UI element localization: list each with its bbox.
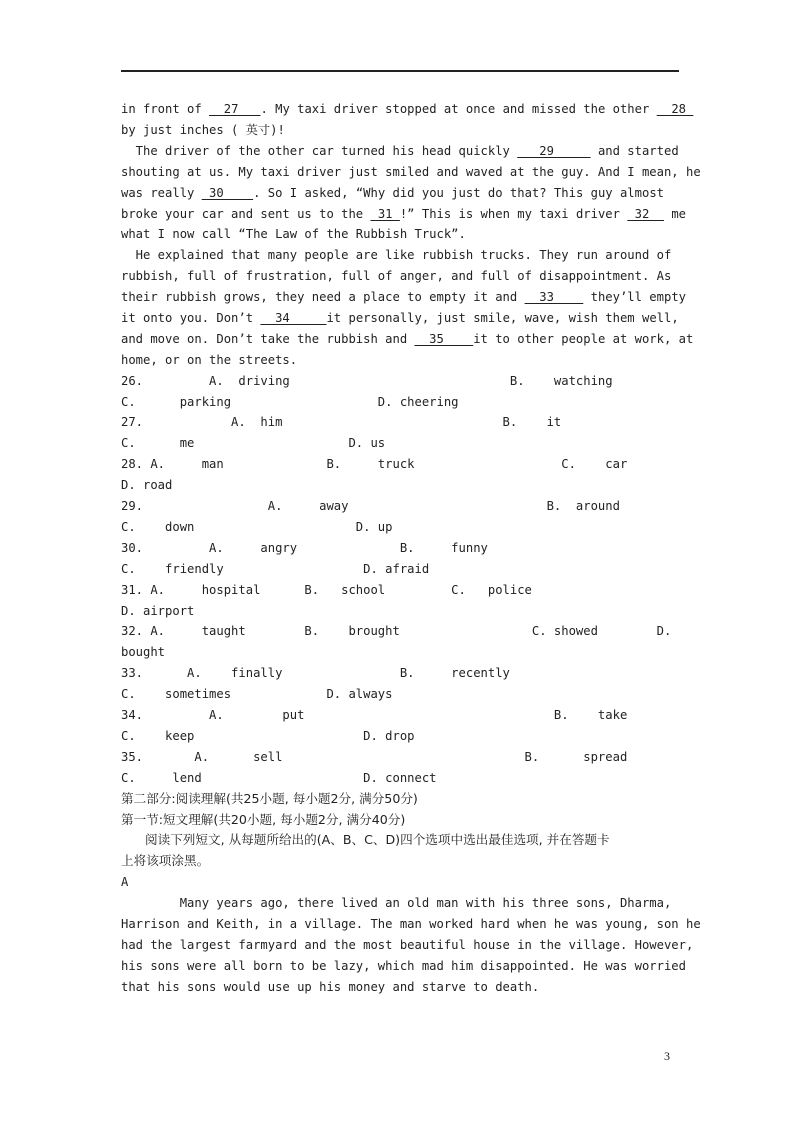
passage-text: in front of	[121, 102, 210, 116]
question-27-options: 27. A. him B. it	[121, 415, 562, 429]
answer-blank: 34	[260, 311, 327, 325]
passage-text: it onto you. Don’t	[121, 311, 261, 325]
answer-blank: 33	[524, 290, 584, 304]
reading-a-line: Many years ago, there lived an old man with his three sons, Dharma,	[121, 896, 672, 910]
question-33-options: C. sometimes D. always	[121, 687, 393, 701]
question-29-options: C. down D. up	[121, 520, 393, 534]
passage-text: broke your car and sent us to the	[121, 207, 371, 221]
passage-text: He explained that many people are like rubbish trucks. They run around of	[121, 248, 672, 262]
passage-line	[121, 120, 681, 140]
passage-line	[121, 224, 681, 244]
passage-text: me	[664, 207, 687, 221]
question-31-options: 31. A. hospital B. school C. police	[121, 583, 532, 597]
answer-blank: 27	[209, 102, 261, 116]
passage-line	[121, 287, 686, 307]
question-32-options: bought	[121, 645, 166, 659]
question-26-options: 26. A. driving B. watching	[121, 374, 613, 388]
passage-text: what I now call “The Law of the Rubbish Truck”.	[121, 227, 466, 241]
answer-blank: 31	[370, 207, 400, 221]
passage-text: their rubbish grows, they need a place to empty it and	[121, 290, 525, 304]
passage-text: . My taxi driver stopped at once and missed the other	[260, 102, 657, 116]
passage-text: shouting at us. My taxi driver just smiled and waved at the guy. And I mean, he	[121, 165, 701, 179]
section-sub-heading: 第一节:短文理解(共20小题, 每小题2分, 满分40分)	[121, 812, 406, 827]
reading-a-line: his sons were all born to be lazy, which mad him disappointed. He was worried	[121, 959, 686, 973]
passage-line	[121, 141, 681, 161]
answer-blank: 35	[414, 332, 474, 346]
passage-text: it to other people at work, at	[473, 332, 694, 346]
question-28-options: D. road	[121, 478, 173, 492]
answer-blank: 32	[627, 207, 664, 221]
question-26-options: C. parking D. cheering	[121, 395, 459, 409]
question-34-options: C. keep D. drop	[121, 729, 415, 743]
question-27-options: C. me D. us	[121, 436, 386, 450]
reading-a-line: Harrison and Keith, in a village. The man worked hard when he was young, son he	[121, 917, 701, 931]
passage-text: they’ll empty	[583, 290, 686, 304]
question-34-options: 34. A. put B. take	[121, 708, 628, 722]
question-28-options: 28. A. man B. truck C. car	[121, 457, 628, 471]
question-29-options: 29. A. away B. around	[121, 499, 620, 513]
passage-line	[121, 308, 681, 328]
passage-text: home, or on the streets.	[121, 353, 298, 367]
passage-line	[121, 183, 681, 203]
passage-label: A	[121, 875, 129, 889]
passage-text: !” This is when my taxi driver	[399, 207, 628, 221]
passage-text: The driver of the other car turned his head quickly	[121, 144, 518, 158]
answer-blank: 28	[656, 102, 694, 116]
passage-text: . So I asked, “Why did you just do that? This guy almost	[253, 186, 664, 200]
passage-line	[121, 204, 687, 224]
question-31-options: D. airport	[121, 604, 195, 618]
passage-text: by just inches ( 英寸)!	[121, 123, 285, 137]
passage-line	[121, 266, 681, 286]
instructions: 阅读下列短文, 从每题所给出的(A、B、C、D)四个选项中选出最佳选项, 并在答题卡	[121, 832, 610, 847]
reading-a-line: that his sons would use up his money and starve to death.	[121, 980, 540, 994]
passage-line	[121, 245, 681, 265]
instructions-cont: 上将该项涂黑。	[121, 853, 210, 868]
header-rule	[121, 70, 679, 72]
passage-text: and started	[590, 144, 679, 158]
section-part-heading: 第二部分:阅读理解(共25小题, 每小题2分, 满分50分)	[121, 791, 418, 806]
page-number: 3	[664, 1049, 670, 1063]
passage-line	[121, 162, 701, 182]
passage-line	[121, 99, 694, 119]
question-35-options: C. lend D. connect	[121, 771, 437, 785]
question-35-options: 35. A. sell B. spread	[121, 750, 628, 764]
passage-text: rubbish, full of frustration, full of anger, and full of disappointment. As	[121, 269, 672, 283]
passage-text: and move on. Don’t take the rubbish and	[121, 332, 415, 346]
question-33-options: 33. A. finally B. recently	[121, 666, 510, 680]
question-32-options: 32. A. taught B. brought C. showed D.	[121, 624, 672, 638]
passage-line	[121, 329, 694, 349]
answer-blank: 29	[517, 144, 591, 158]
question-30-options: 30. A. angry B. funny	[121, 541, 488, 555]
reading-a-line: had the largest farmyard and the most beautiful house in the village. However,	[121, 938, 694, 952]
answer-blank: 30	[201, 186, 254, 200]
passage-text: it personally, just smile, wave, wish them well,	[326, 311, 679, 325]
passage-text: was really	[121, 186, 202, 200]
question-30-options: C. friendly D. afraid	[121, 562, 430, 576]
passage-line	[121, 350, 681, 370]
